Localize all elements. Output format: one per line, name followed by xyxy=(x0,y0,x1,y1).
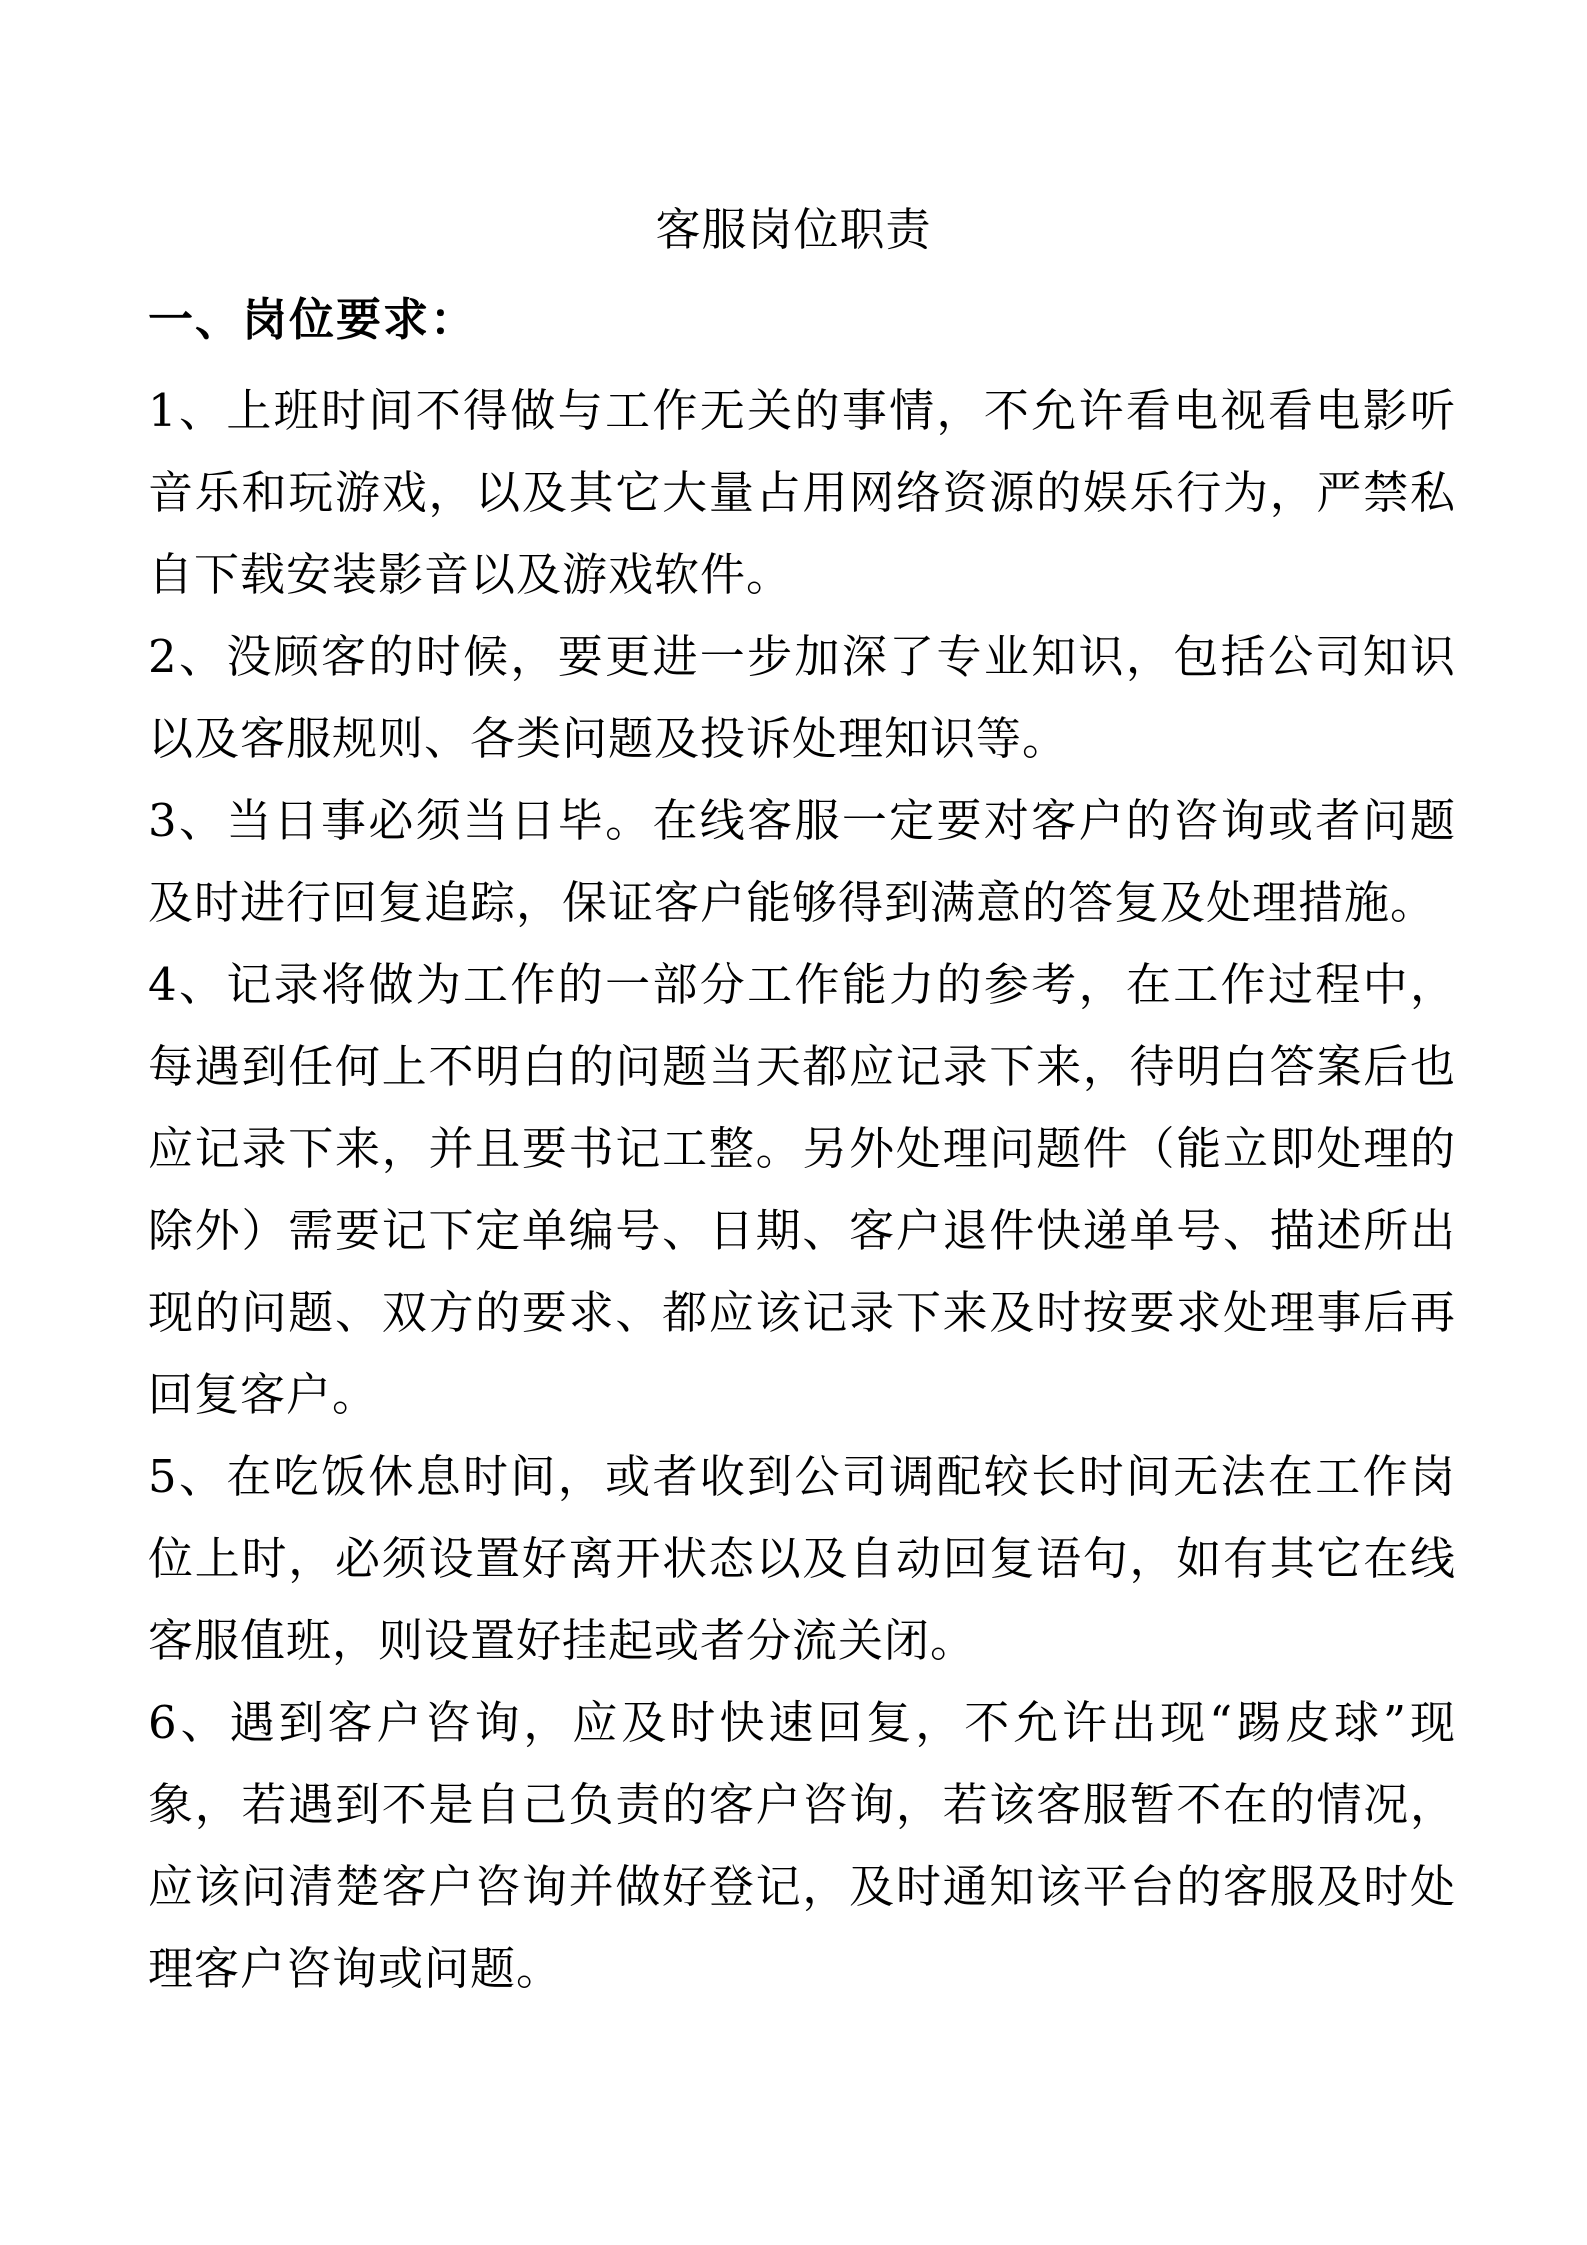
paragraph-5: 5、在吃饭休息时间，或者收到公司调配较长时间无法在工作岗位上时，必须设置好离开状态以及自动回复语句，如有其它在线客服值班，则设置好挂起或者分流关闭。 xyxy=(148,1450,1456,1667)
document-body xyxy=(148,370,1456,2010)
paragraph-6: 6、遇到客户咨询，应及时快速回复，不允许出现“踢皮球”现象，若遇到不是自己负责的客户咨询，若该客服暂不在的情况，应该问清楚客户咨询并做好登记，及时通知该平台的客服及时处理客户咨询或问题。 xyxy=(148,1696,1456,1995)
paragraph-1: 1、上班时间不得做与工作无关的事情，不允许看电视看电影听音乐和玩游戏，以及其它大量占用网络资源的娱乐行为，严禁私自下载安装影音以及游戏软件。 xyxy=(148,384,1456,601)
paragraph-4: 4、记录将做为工作的一部分工作能力的参考，在工作过程中，每遇到任何上不明白的问题当天都应记录下来，待明白答案后也应记录下来，并且要书记工整。另外处理问题件（能立即处理的除外）需要记下定单编号、日期、客户退件快递单号、描述所出现的问题、双方的要求、都应该记录下来及时按要求处理事后再回复客户。 xyxy=(148,958,1456,1421)
section-heading: 一、岗位要求： xyxy=(148,293,478,346)
paragraph-3: 3、当日事必须当日毕。在线客服一定要对客户的咨询或者问题及时进行回复追踪，保证客户能够得到满意的答复及处理措施。 xyxy=(148,794,1456,929)
paragraph-2: 2、没顾客的时候，要更进一步加深了专业知识，包括公司知识以及客服规则、各类问题及投诉处理知识等。 xyxy=(148,630,1456,765)
document-title: 客服岗位职责 xyxy=(655,203,932,256)
